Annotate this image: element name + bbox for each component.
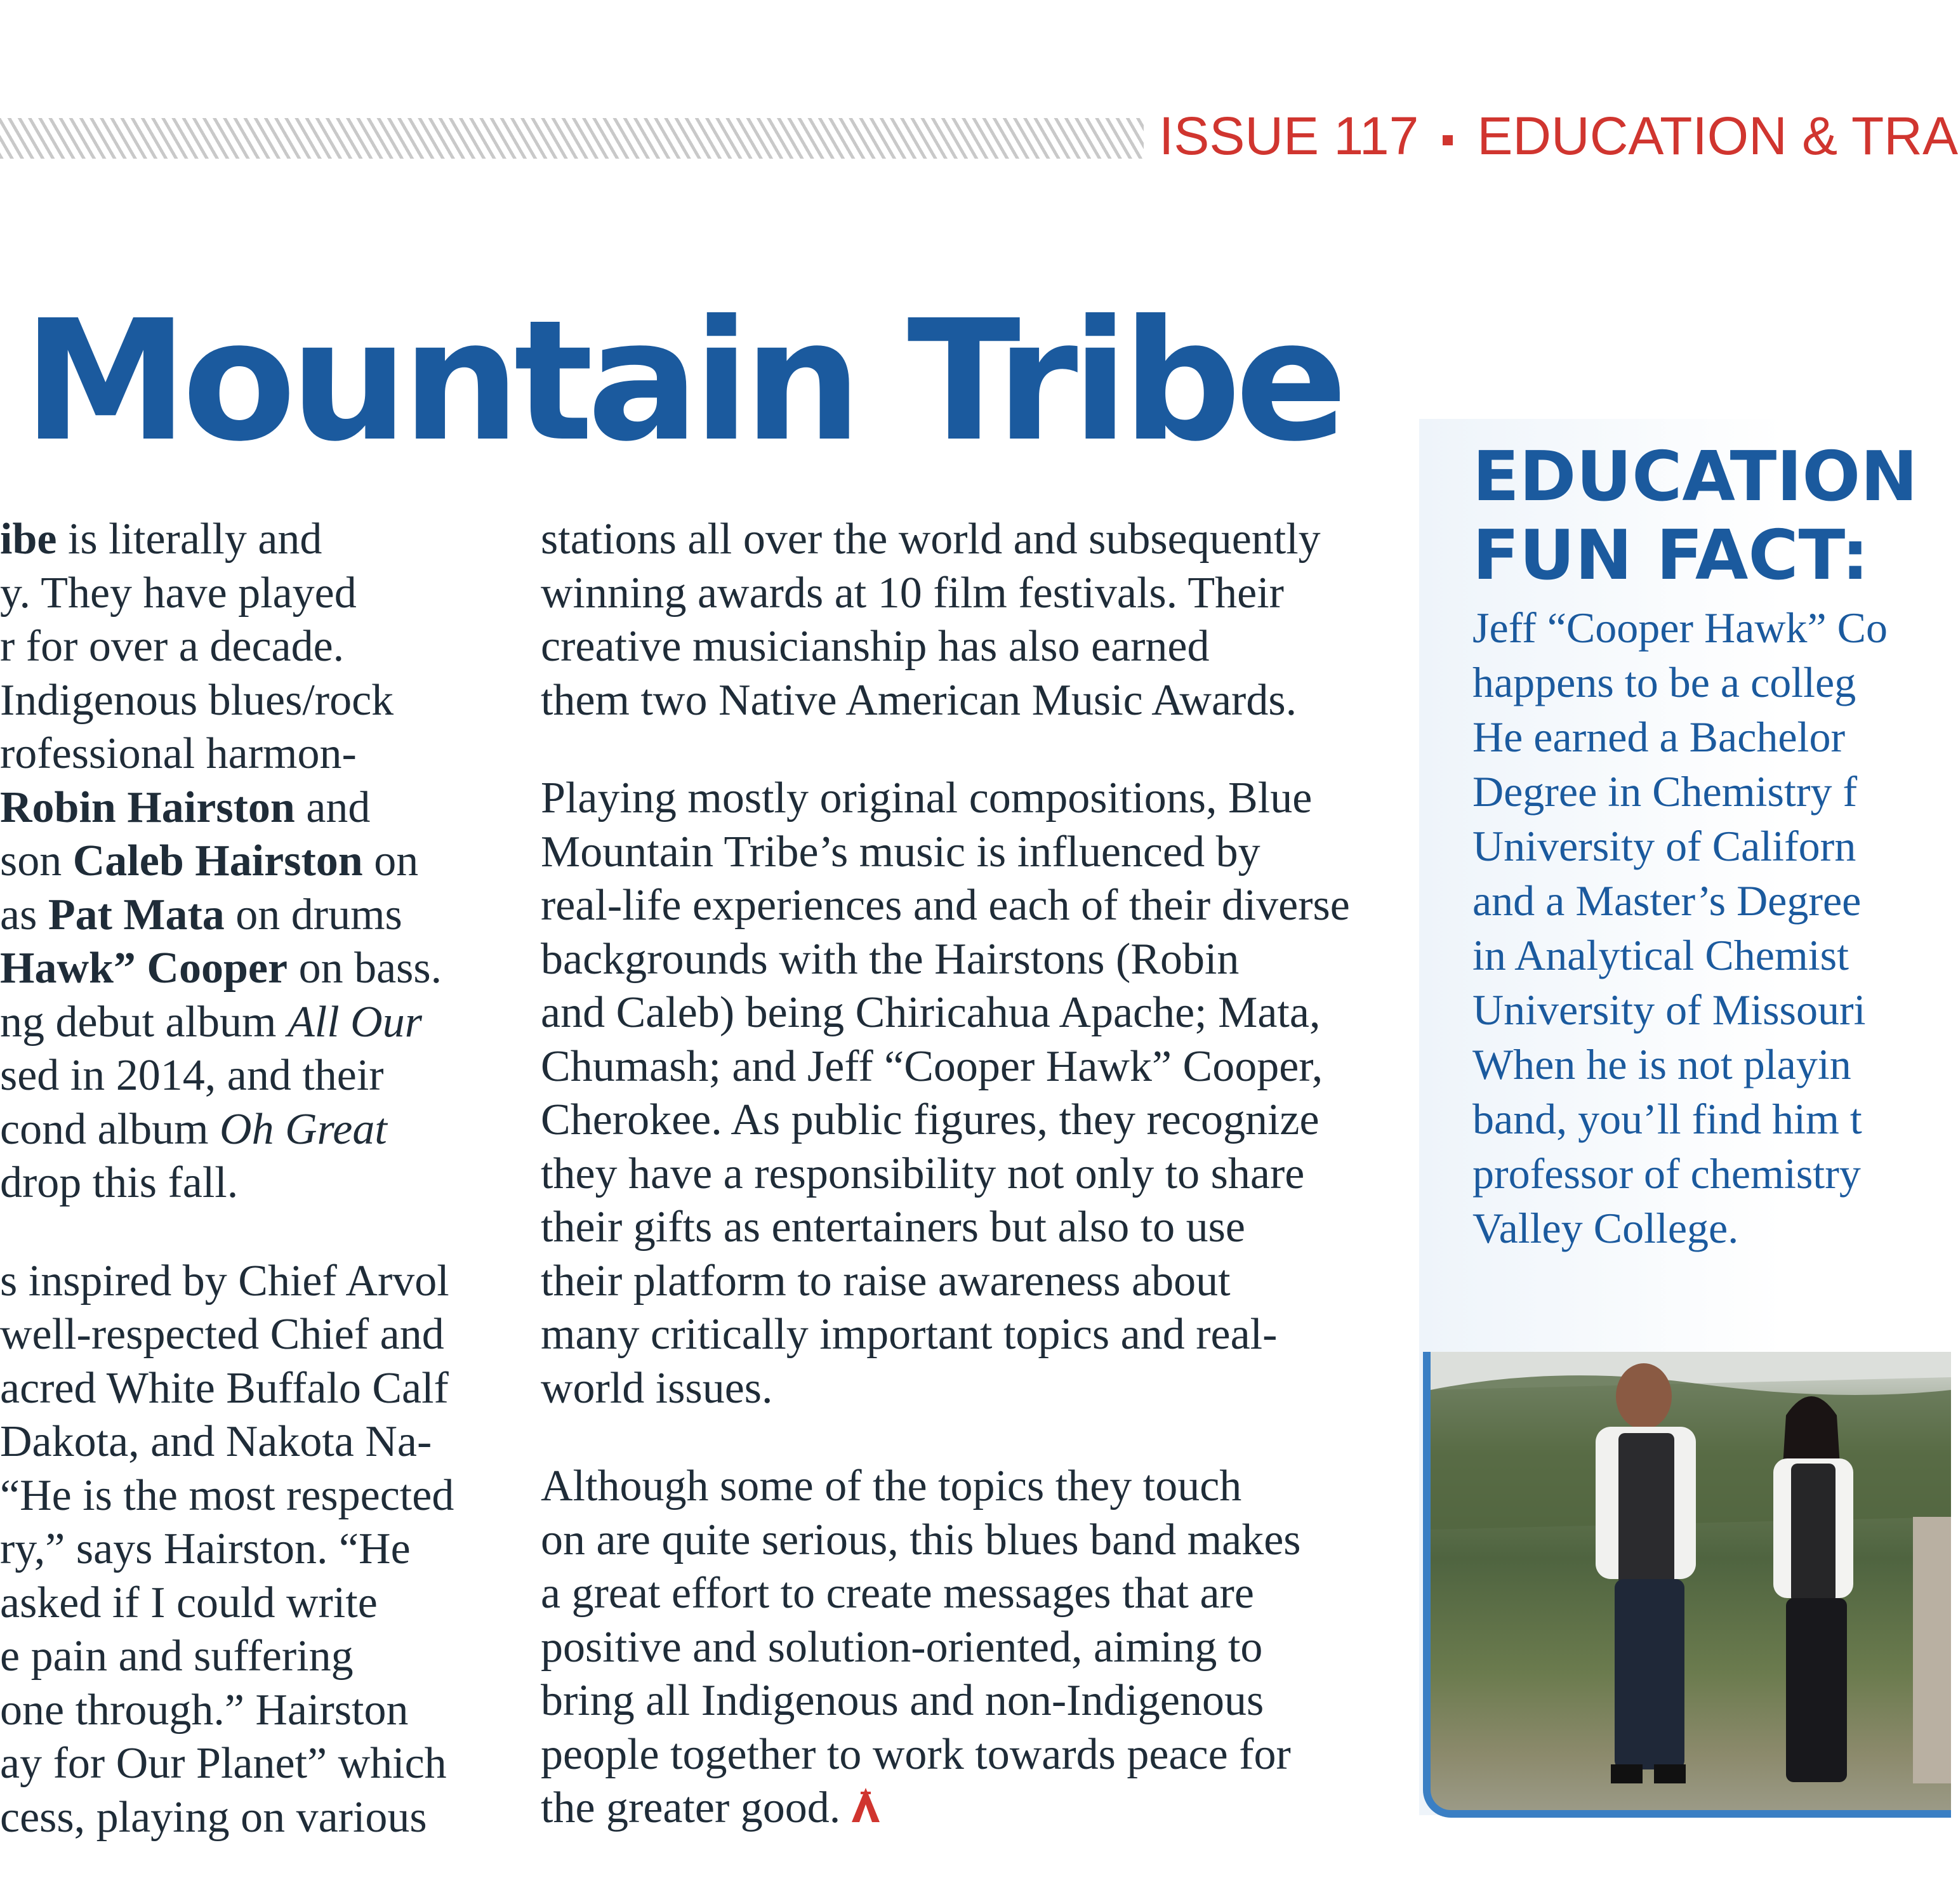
- text-line: [541, 826, 1404, 880]
- fun-fact-body: [1472, 600, 1888, 1255]
- text-run: Caleb Hairston: [72, 836, 363, 885]
- fun-fact-line: and a Master’s Degree: [1472, 876, 1862, 925]
- text-run: Robin Hairston: [0, 783, 295, 832]
- text-line: [541, 1362, 1404, 1416]
- text-line: [541, 1147, 1404, 1201]
- text-run: ng debut album: [0, 997, 288, 1047]
- text-line: [541, 1674, 1404, 1728]
- text-run: sed in 2014, and their: [0, 1051, 384, 1100]
- text-run: positive and solution-oriented, aiming to: [541, 1622, 1263, 1672]
- text-run: Hawk” Cooper: [0, 944, 288, 993]
- text-run: Cherokee. As public figures, they recognize: [541, 1095, 1320, 1144]
- text-line: [0, 1103, 508, 1157]
- text-run: well-respected Chief and: [0, 1310, 444, 1359]
- text-line: [0, 1415, 508, 1469]
- band-photo: [1423, 1352, 1951, 1818]
- text-line: [0, 1791, 508, 1845]
- fun-fact-line: When he is not playin: [1472, 1040, 1851, 1088]
- text-run: e pain and suffering: [0, 1632, 354, 1681]
- text-line: [0, 1156, 508, 1210]
- text-line: [0, 1737, 508, 1791]
- text-run: ibe: [0, 515, 57, 564]
- header-hatch-bar: [0, 118, 1144, 159]
- text-line: [0, 1630, 508, 1684]
- text-run: their platform to raise awareness about: [541, 1256, 1231, 1306]
- text-line: [0, 942, 508, 996]
- article-headline: Mountain Tribe: [23, 284, 1342, 478]
- text-line: [541, 986, 1404, 1040]
- middle-paragraph: [541, 513, 1404, 727]
- text-line: [0, 1684, 508, 1738]
- text-run: bring all Indigenous and non-Indigenous: [541, 1676, 1264, 1725]
- text-line: [0, 727, 508, 781]
- text-run: Although some of the topics they touch: [541, 1462, 1242, 1511]
- text-run: winning awards at 10 film festivals. Their: [541, 568, 1284, 618]
- text-run: Pat Mata: [48, 890, 225, 939]
- text-run: real-life experiences and each of their diverse: [541, 881, 1350, 930]
- text-run: son: [0, 836, 73, 885]
- text-run: backgrounds with the Hairstons (Robin: [541, 934, 1240, 984]
- text-run: rofessional harmon-: [0, 729, 357, 778]
- text-run: All Our: [287, 997, 422, 1047]
- fun-fact-title-line: FUN FACT:: [1472, 516, 1869, 595]
- fun-fact-line: in Analytical Chemist: [1472, 931, 1849, 979]
- text-run: and: [294, 783, 371, 832]
- text-run: Chumash; and Jeff “Cooper Hawk” Cooper,: [541, 1041, 1323, 1091]
- text-run: Indigenous blues/rock: [0, 675, 394, 725]
- fun-fact-line: band, you’ll find him t: [1472, 1095, 1862, 1143]
- text-run: ay for Our Planet” which: [0, 1739, 447, 1788]
- text-line: [541, 933, 1404, 987]
- section-name: EDUCATION & TRA: [1477, 106, 1958, 166]
- text-run: cond album: [0, 1104, 220, 1154]
- text-line: [541, 1567, 1404, 1621]
- text-run: on drums: [224, 890, 402, 939]
- text-line: [0, 1577, 508, 1630]
- text-line: [0, 674, 508, 728]
- text-run: they have a responsibility not only to share: [541, 1149, 1305, 1198]
- text-line: [0, 889, 508, 942]
- text-run: ry,” says Hairston. “He: [0, 1524, 411, 1573]
- text-run: on bass.: [288, 944, 442, 993]
- text-run: stations all over the world and subsequently: [541, 515, 1321, 564]
- text-run: the greater good.: [541, 1783, 841, 1832]
- fun-fact-title-line: EDUCATION: [1472, 437, 1918, 517]
- text-run: y. They have played: [0, 568, 357, 618]
- text-line: [541, 1782, 1404, 1835]
- fun-fact-line: University of Californ: [1472, 822, 1856, 870]
- fun-fact-line: He earned a Bachelor: [1472, 713, 1846, 761]
- text-run: s inspired by Chief Arvol: [0, 1256, 449, 1306]
- text-line: [541, 620, 1404, 674]
- text-line: [0, 781, 508, 835]
- text-run: people together to work towards peace for: [541, 1729, 1291, 1779]
- text-run: “He is the most respected: [0, 1471, 454, 1520]
- text-run: asked if I could write: [0, 1578, 378, 1627]
- text-run: as: [0, 890, 48, 939]
- fun-fact-line: professor of chemistry: [1472, 1149, 1861, 1198]
- text-run: creative musicianship has also earned: [541, 622, 1210, 671]
- fun-fact-line: University of Missouri: [1472, 986, 1866, 1034]
- text-line: [0, 1469, 508, 1523]
- text-run: on are quite serious, this blues band makes: [541, 1515, 1301, 1564]
- left-paragraph: [0, 513, 508, 1210]
- band-photo-figures: [1431, 1352, 1951, 1810]
- fun-fact-title: [1472, 438, 1918, 595]
- text-line: [541, 1308, 1404, 1362]
- text-run: r for over a decade.: [0, 622, 345, 671]
- text-run: on: [362, 836, 419, 885]
- text-line: [541, 674, 1404, 728]
- separator-dot: [1443, 135, 1453, 145]
- text-run: drop this fall.: [0, 1158, 239, 1207]
- text-line: [541, 879, 1404, 933]
- text-run: a great effort to create messages that are: [541, 1569, 1254, 1618]
- text-line: [541, 1255, 1404, 1309]
- text-line: [541, 1040, 1404, 1094]
- text-run: Dakota, and Nakota Na-: [0, 1417, 432, 1466]
- text-line: [541, 513, 1404, 567]
- fun-fact-line: Degree in Chemistry f: [1472, 767, 1858, 816]
- text-line: [541, 1201, 1404, 1255]
- text-line: [0, 1049, 508, 1103]
- middle-paragraph: [541, 1460, 1404, 1835]
- text-run: their gifts as entertainers but also to use: [541, 1203, 1245, 1252]
- text-line: [0, 996, 508, 1050]
- text-run: and Caleb) being Chiricahua Apache; Mata,: [541, 988, 1321, 1037]
- text-line: [541, 1094, 1404, 1147]
- left-paragraph: [0, 1255, 508, 1845]
- fun-fact-line: happens to be a colleg: [1472, 658, 1856, 706]
- text-line: [0, 620, 508, 674]
- text-line: [541, 567, 1404, 621]
- text-line: [541, 1514, 1404, 1568]
- text-run: cess, playing on various: [0, 1792, 427, 1842]
- text-line: [0, 513, 508, 567]
- text-line: [0, 1362, 508, 1416]
- text-line: [0, 567, 508, 621]
- text-run: them two Native American Music Awards.: [541, 675, 1297, 725]
- issue-number: ISSUE 117: [1159, 106, 1419, 166]
- left-column: [0, 513, 508, 1889]
- text-run: is literally and: [56, 515, 322, 564]
- text-line: [541, 1460, 1404, 1514]
- middle-column: [541, 513, 1404, 1880]
- text-line: [0, 1255, 508, 1309]
- middle-paragraph: [541, 772, 1404, 1415]
- issue-header: [1159, 105, 1958, 167]
- text-run: one through.” Hairston: [0, 1685, 409, 1735]
- text-line: [541, 772, 1404, 826]
- text-line: [541, 1621, 1404, 1675]
- text-run: Oh Great: [220, 1104, 387, 1154]
- text-run: acred White Buffalo Calf: [0, 1363, 449, 1413]
- tipi-icon: [848, 1785, 883, 1825]
- text-run: many critically important topics and real-: [541, 1310, 1278, 1359]
- text-line: [0, 1523, 508, 1577]
- text-line: [0, 1308, 508, 1362]
- text-run: Mountain Tribe’s music is influenced by: [541, 827, 1260, 876]
- text-run: world issues.: [541, 1363, 773, 1413]
- text-line: [541, 1728, 1404, 1782]
- text-run: Playing mostly original compositions, Blue: [541, 774, 1313, 823]
- text-line: [0, 835, 508, 889]
- fun-fact-line: Valley College.: [1472, 1204, 1739, 1252]
- fun-fact-line: Jeff “Cooper Hawk” Co: [1472, 604, 1888, 652]
